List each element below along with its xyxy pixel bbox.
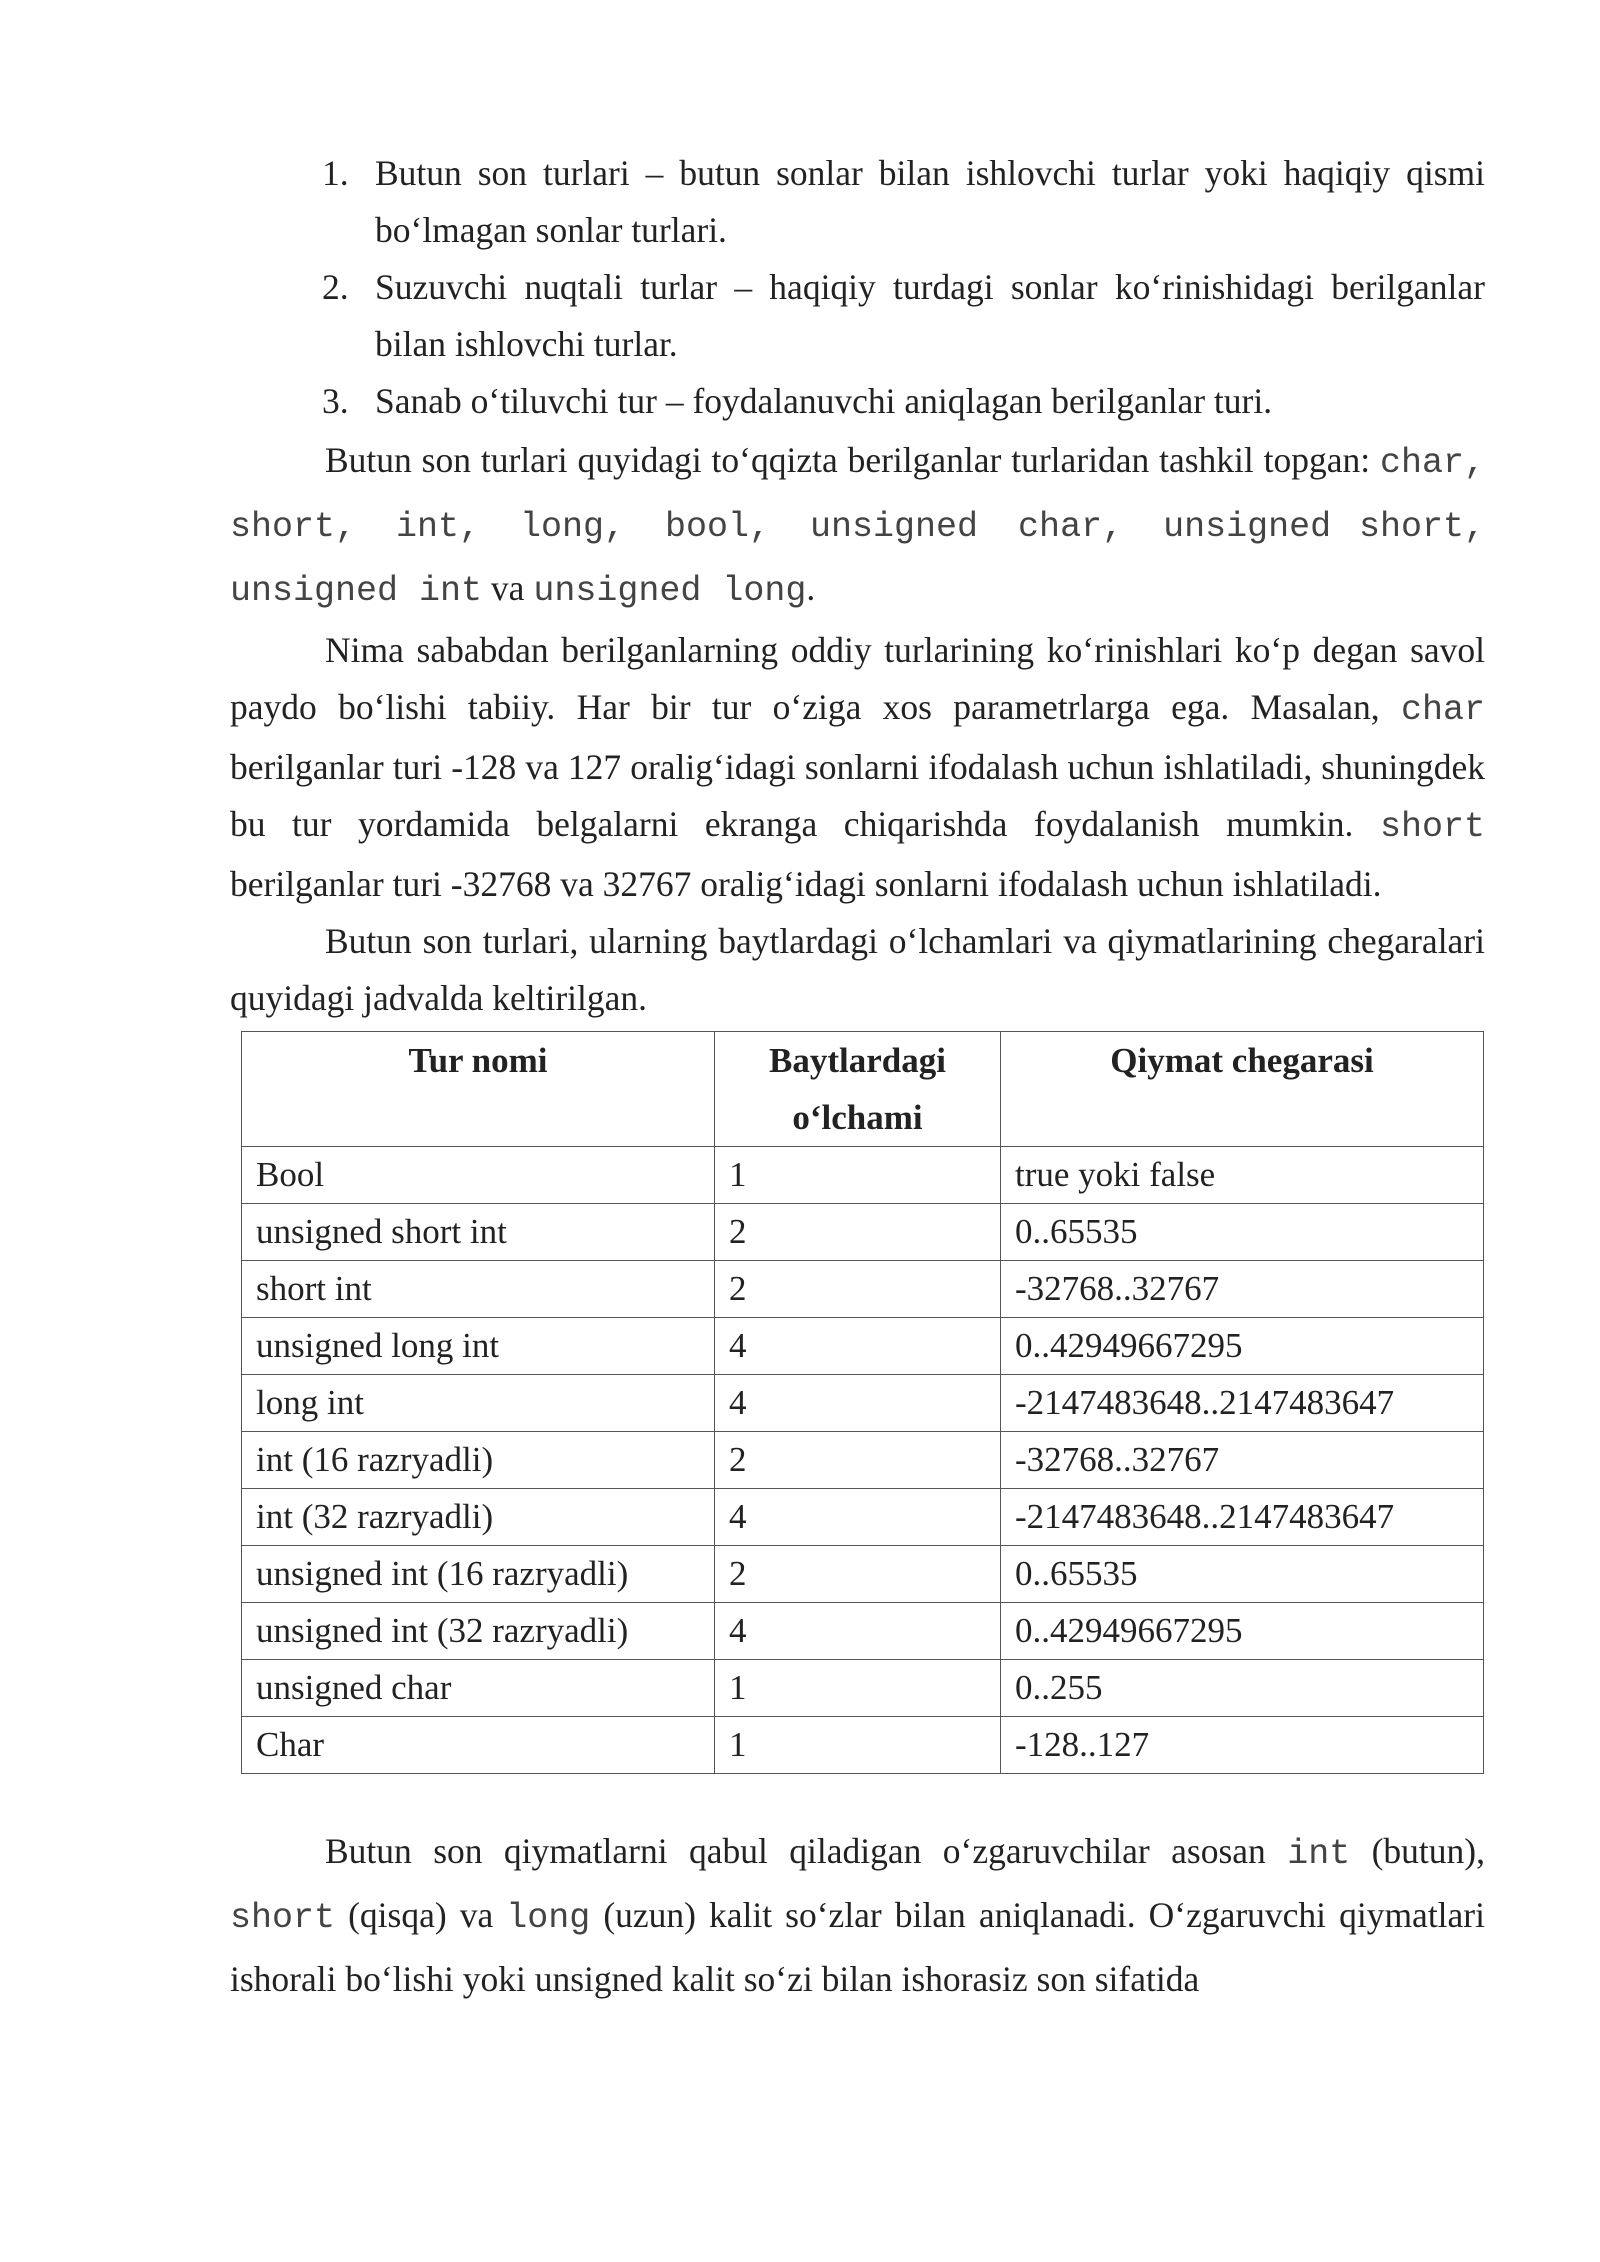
code-short: short [1379,807,1485,847]
cell-range: -32768..32767 [1001,1432,1484,1489]
header-size-bytes: Baytlardagi o‘lchami [715,1032,1001,1147]
cell-size: 4 [715,1375,1001,1432]
cell-range: 0..255 [1001,1660,1484,1717]
cell-size: 2 [715,1204,1001,1261]
cell-range: -32768..32767 [1001,1261,1484,1318]
code-unsigned-long: unsigned long [533,571,807,611]
table-row [242,1432,1484,1489]
table-row [242,1717,1484,1774]
table-row [242,1204,1484,1261]
list-item [230,373,1485,430]
paragraph-table-intro: Butun son turlari, ularning baytlardagi o‘lchamlari va qiymatlarining chegaralari quyidagi jadvalda keltirilgan. [230,921,1485,1018]
list-item [230,145,1485,259]
cell-range: -128..127 [1001,1717,1484,1774]
table-row [242,1603,1484,1660]
cell-type: unsigned long int [242,1318,715,1375]
cell-range: 0..65535 [1001,1204,1484,1261]
cell-size: 1 [715,1717,1001,1774]
code-types-line1: char, short, int, long, bool, unsigned char, unsigned [230,443,1485,547]
paragraph-keywords [230,1821,1485,2010]
cell-range: 0..65535 [1001,1546,1484,1603]
period: . [806,568,816,608]
paragraph-text: (butun), [1350,1831,1485,1871]
cell-size: 2 [715,1261,1001,1318]
conjunction-va: va [482,568,534,608]
cell-size: 2 [715,1432,1001,1489]
paragraph-why-types [230,622,1485,913]
header-type-name: Tur nomi [242,1032,715,1147]
list-number: 3. [322,381,349,421]
table-row [242,1660,1484,1717]
paragraph-lead: Butun son turlari quyidagi to‘qqizta berilganlar turlaridan tashkil topgan: [325,440,1371,480]
document-page [230,145,1485,2010]
cell-type: unsigned int (16 razryadli) [242,1546,715,1603]
cell-type: unsigned char [242,1660,715,1717]
numbered-list [230,145,1485,430]
code-char: char [1401,690,1486,730]
list-text: Suzuvchi nuqtali turlar – haqiqiy turdagi sonlar ko‘rinishidagi berilganlar bilan ishlovchi turlar. [375,267,1485,364]
list-item [230,259,1485,373]
cell-range: 0..42949667295 [1001,1318,1484,1375]
cell-type: int (16 razryadli) [242,1432,715,1489]
code-int: int [1287,1834,1351,1874]
paragraph-text: (qisqa) va [335,1895,507,1935]
cell-type: int (32 razryadli) [242,1489,715,1546]
list-text: Sanab o‘tiluvchi tur – foydalanuvchi aniqlagan berilganlar turi. [375,381,1273,421]
spacer [230,1774,1485,1821]
cell-size: 4 [715,1489,1001,1546]
table-row [242,1318,1484,1375]
paragraph-text: Butun son qiymatlarni qabul qiladigan o‘zgaruvchilar asosan [325,1831,1288,1871]
table-row [242,1546,1484,1603]
cell-type: Bool [242,1147,715,1204]
paragraph-integer-types [230,430,1485,622]
cell-type: short int [242,1261,715,1318]
cell-type: long int [242,1375,715,1432]
cell-range: -2147483648..2147483647 [1001,1375,1484,1432]
code-short: short [230,1898,336,1938]
cell-range: 0..42949667295 [1001,1603,1484,1660]
paragraph-text: (uzun) kalit so‘zlar bilan aniqlanadi. O‘zgaruvchi qiymatlari ishorali bo‘lishi yoki unsigned kalit so‘zi bilan ishorasiz son sifatida [230,1895,1485,1999]
code-long: long [506,1898,591,1938]
code-types-line2: short, unsigned int [230,507,1485,611]
paragraph-text: berilganlar turi -32768 va 32767 oralig‘idagi sonlarni ifodalash uchun ishlatiladi. [230,864,1382,904]
cell-size: 2 [715,1546,1001,1603]
cell-size: 4 [715,1603,1001,1660]
cell-type: unsigned short int [242,1204,715,1261]
integer-types-table [241,1031,1484,1774]
list-number: 2. [322,267,349,307]
cell-range: -2147483648..2147483647 [1001,1489,1484,1546]
paragraph-text: Nima sababdan berilganlarning oddiy turlarining ko‘rinishlari ko‘p degan savol paydo bo‘lishi tabiiy. Har bir tur o‘ziga xos parametrlarga ega. Masalan, [230,630,1485,727]
cell-size: 1 [715,1660,1001,1717]
list-number: 1. [322,153,349,193]
list-text: Butun son turlari – butun sonlar bilan ishlovchi turlar yoki haqiqiy qismi bo‘lmagan sonlar turlari. [375,153,1485,250]
table-row [242,1261,1484,1318]
table-row [242,1147,1484,1204]
cell-size: 1 [715,1147,1001,1204]
cell-type: unsigned int (32 razryadli) [242,1603,715,1660]
header-value-range: Qiymat chegarasi [1001,1032,1484,1147]
cell-size: 4 [715,1318,1001,1375]
cell-type: Char [242,1717,715,1774]
table-header-row [242,1032,1484,1147]
table-row [242,1375,1484,1432]
table-row [242,1489,1484,1546]
paragraph-text: berilganlar turi -128 va 127 oralig‘idagi sonlarni ifodalash uchun ishlatiladi, shuningdek bu tur yordamida belgalarni ekranga chiqarishda foydalanish mumkin. [230,747,1485,844]
cell-range: true yoki false [1001,1147,1484,1204]
